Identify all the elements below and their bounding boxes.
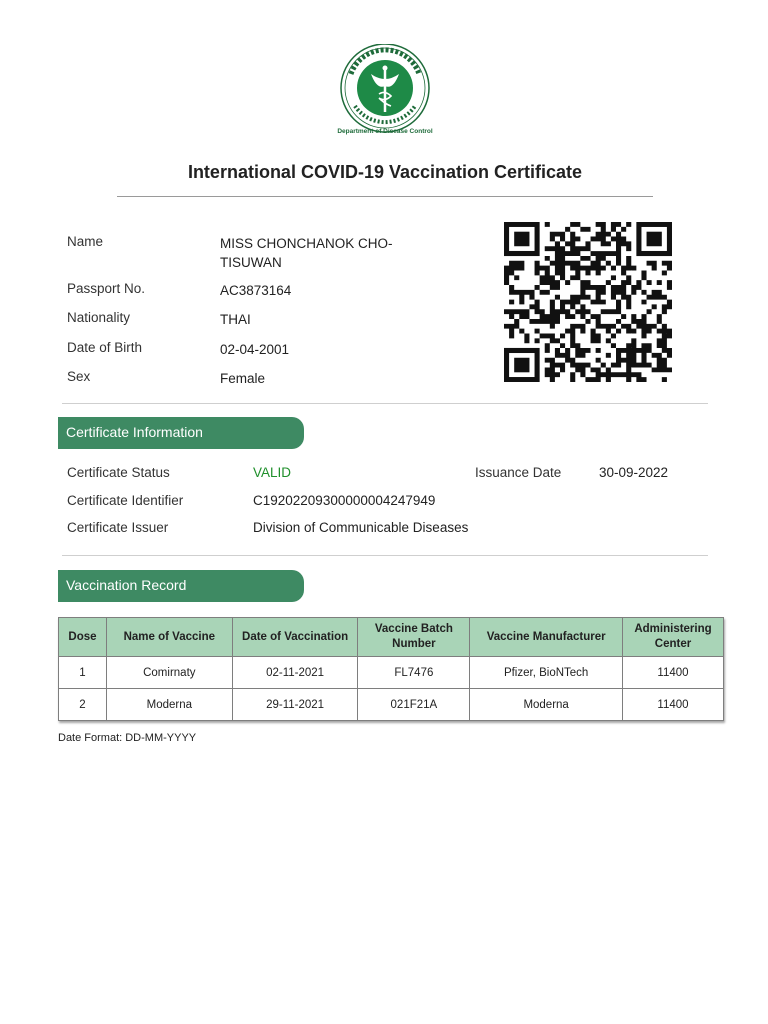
certificate-section-header: Certificate Information xyxy=(58,417,304,449)
identifier-value: C19202209300000004247949 xyxy=(253,493,436,508)
passport-label: Passport No. xyxy=(67,281,146,296)
status-label: Certificate Status xyxy=(67,465,170,480)
issuer-value: Division of Communicable Diseases xyxy=(253,520,469,535)
dob-value: 02-04-2001 xyxy=(220,342,290,357)
column-header: Vaccine Manufacturer xyxy=(470,618,623,657)
table-row xyxy=(59,689,724,721)
divider xyxy=(62,403,708,404)
passport-value: AC3873164 xyxy=(220,283,292,298)
name-label: Name xyxy=(67,234,104,249)
vaccination-date-cell: 02-11-2021 xyxy=(232,657,358,689)
divider xyxy=(62,555,708,556)
vaccination-table xyxy=(58,617,724,721)
sex-value: Female xyxy=(220,371,266,386)
column-header: Vaccine Batch Number xyxy=(358,618,470,657)
center-cell: 11400 xyxy=(623,689,724,721)
page-title: International COVID-19 Vaccination Certificate xyxy=(187,162,583,182)
identifier-label: Certificate Identifier xyxy=(67,493,184,508)
vaccine-name-cell: Comirnaty xyxy=(106,657,232,689)
manufacturer-cell: Moderna xyxy=(470,689,623,721)
vaccination-section-header: Vaccination Record xyxy=(58,570,304,602)
table-row xyxy=(59,657,724,689)
ministry-logo xyxy=(333,44,437,140)
batch-number-cell: FL7476 xyxy=(358,657,470,689)
column-header: Name of Vaccine xyxy=(106,618,232,657)
title-divider xyxy=(117,196,653,197)
column-header: Administering Center xyxy=(623,618,724,657)
column-header: Dose xyxy=(59,618,107,657)
issuance-date-label: Issuance Date xyxy=(475,465,562,480)
nationality-label: Nationality xyxy=(67,310,131,325)
batch-number-cell: 021F21A xyxy=(358,689,470,721)
column-header: Date of Vaccination xyxy=(232,618,358,657)
sex-label: Sex xyxy=(67,369,91,384)
issuance-date-value: 30-09-2022 xyxy=(599,465,669,480)
dose-cell: 1 xyxy=(59,657,107,689)
name-value: MISS CHONCHANOK CHO-TISUWAN xyxy=(220,236,393,270)
center-cell: 11400 xyxy=(623,657,724,689)
dose-cell: 2 xyxy=(59,689,107,721)
status-badge: VALID xyxy=(253,465,292,480)
date-format-note: Date Format: DD-MM-YYYY xyxy=(58,732,197,744)
dob-label: Date of Birth xyxy=(67,340,143,355)
manufacturer-cell: Pfizer, BioNTech xyxy=(470,657,623,689)
table-header-row xyxy=(59,618,724,657)
vaccination-date-cell: 29-11-2021 xyxy=(232,689,358,721)
department-name: Department of Disease Control xyxy=(337,128,433,135)
issuer-label: Certificate Issuer xyxy=(67,520,169,535)
qr-code xyxy=(504,222,672,382)
nationality-value: THAI xyxy=(220,312,251,327)
vaccine-name-cell: Moderna xyxy=(106,689,232,721)
